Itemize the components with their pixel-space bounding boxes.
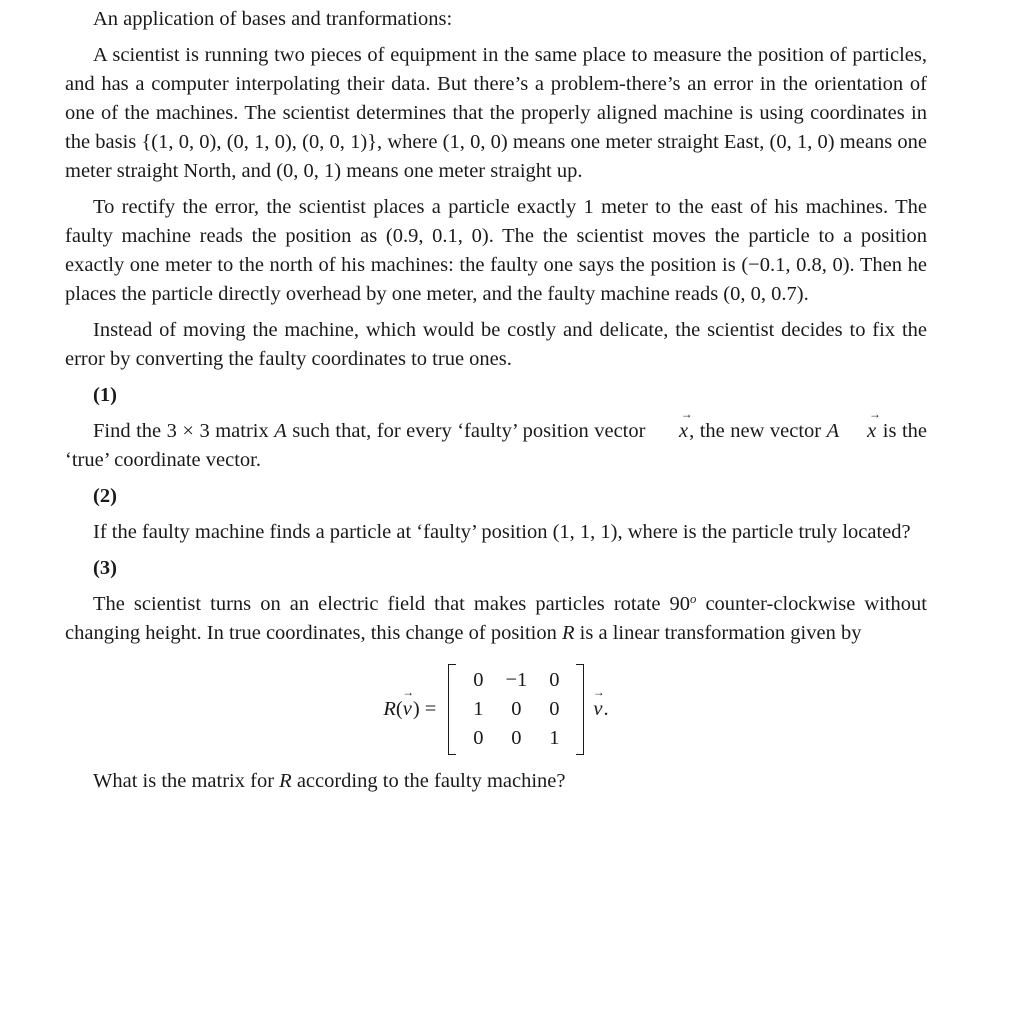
matrix-cell: 0 [473,727,484,749]
part-3-question: What is the matrix for R according to the faulty machine? [93,770,566,792]
paragraph-calibration: To rectify the error, the scientist places a particle exactly 1 meter to the east of his machines. The faulty machine reads the position as (0.9, 0.1, 0). The the scientist moves the particle to a position exactly one meter to the north of his machines: the faulty one says the position is (−0.1, 0.8, 0). Then he places the particle directly overhead by one meter, and the faulty machine reads (0, 0, 0.7). [65,196,927,305]
problem-text-block [65,5,927,803]
part-3-heading: (3) [93,557,117,579]
matrix-cell: 1 [549,727,560,749]
rotation-equation [65,664,927,755]
matrix-cell: 1 [473,698,484,720]
equation-rhs: v →. [593,695,608,724]
equation-lhs: R(v →) = [383,695,436,724]
paragraph-scenario: A scientist is running two pieces of equipment in the same place to measure the position of particles, and has a computer interpolating their data. But there’s a problem-there’s an error in the orientation of one of the machines. The scientist determines that the properly aligned machine is using coordinates in the basis {(1, 0, 0), (0, 1, 0), (0, 0, 1)}, where (1, 0, 0) means one meter straight East, (0, 1, 0) means one meter straight North, and (0, 0, 1) means one meter straight up. [65,44,927,182]
part-2-question: If the faulty machine finds a particle at ‘faulty’ position (1, 1, 1), where is the particle truly located? [93,521,911,543]
matrix-cell: 0 [473,669,484,691]
matrix-cell: 0 [549,669,560,691]
matrix-right-bracket [576,664,584,755]
paragraph-fix-decision: Instead of moving the machine, which would be costly and delicate, the scientist decides to fix the error by converting the faulty coordinates to true ones. [65,319,927,370]
matrix-left-bracket [448,664,456,755]
part-3-intro: The scientist turns on an electric field that makes particles rotate 90$^o$ counter-clockwise without changing height. In true coordinates, this change of position R is a linear transformation given by [65,592,928,644]
part-2-heading: (2) [93,485,117,507]
rotation-matrix [456,664,576,755]
part-1-question: Find the 3 × 3 matrix A such that, for every ‘faulty’ position vector x →, the new vector A x → is the ‘true’ coordinate vector. [65,417,927,475]
matrix-cell: 0 [511,698,522,720]
matrix-cell: 0 [549,698,560,720]
matrix-cell: 0 [511,727,522,749]
matrix-cell: −1 [505,669,528,691]
intro-line: An application of bases and tranformations: [93,8,453,30]
part-1-heading: (1) [93,384,117,406]
